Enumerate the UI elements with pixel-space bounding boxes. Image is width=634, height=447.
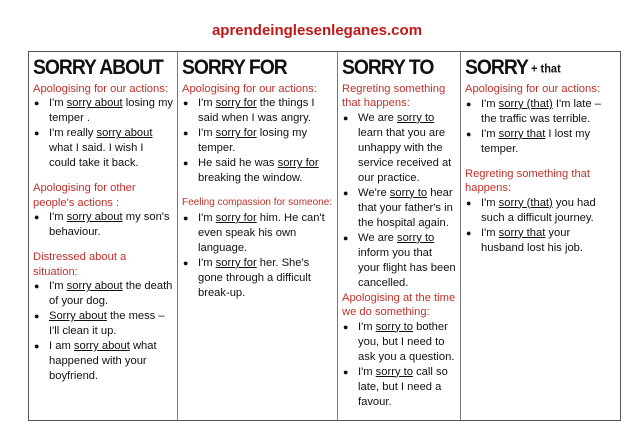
- example-list: [342, 320, 456, 410]
- list-item: ● We're sorry to hear that your father's in the hospital again.: [342, 186, 456, 231]
- key-phrase: sorry about: [66, 97, 123, 110]
- example-list: [465, 196, 616, 256]
- key-phrase: sorry about: [73, 340, 130, 353]
- group-title: Apologising for our actions:: [182, 83, 317, 95]
- column-heading: SORRY FOR: [182, 56, 287, 79]
- key-phrase: sorry (that): [498, 97, 553, 110]
- key-phrase: sorry to: [396, 111, 435, 124]
- list-item: ● Sorry about the mess – I'll clean it up.: [33, 309, 173, 339]
- example-list: [33, 96, 173, 171]
- key-phrase: sorry for: [215, 256, 257, 269]
- key-phrase: sorry about: [66, 280, 123, 293]
- group-title: Feeling compassion for someone:: [182, 197, 333, 209]
- column-sorry-about: [29, 52, 178, 420]
- key-phrase: sorry for: [277, 157, 319, 170]
- list-item: ● I'm sorry (that) you had such a difficult journey.: [465, 196, 616, 226]
- example-list: [182, 211, 333, 301]
- column-heading: SORRY ABOUT: [33, 56, 163, 79]
- column-sorry-that: [461, 52, 620, 420]
- key-phrase: sorry (that): [498, 196, 553, 209]
- column-heading: SORRY + that: [465, 56, 561, 79]
- list-item: ● I'm sorry for the things I said when I was angry.: [182, 96, 333, 126]
- list-item: ● I'm sorry (that) I'm late – the traffic was terrible.: [465, 97, 616, 127]
- key-phrase: sorry that: [498, 127, 546, 140]
- key-phrase: sorry to: [396, 231, 435, 244]
- key-phrase: sorry that: [498, 226, 546, 239]
- group-title: Apologising at the time we do something:: [342, 291, 456, 319]
- list-item: ● I'm sorry to bother you, but I need to ask you a question.: [342, 320, 456, 365]
- key-phrase: sorry for: [215, 97, 257, 110]
- key-phrase: sorry for: [215, 211, 257, 224]
- list-item: ● I'm sorry that I lost my temper.: [465, 127, 616, 157]
- key-phrase: sorry to: [389, 186, 428, 199]
- key-phrase: sorry about: [66, 211, 123, 224]
- list-item: ● I'm sorry about losing my temper .: [33, 96, 173, 126]
- list-item: ● I'm sorry that your husband lost his job.: [465, 226, 616, 256]
- list-item: ● I'm really sorry about what I said. I wish I could take it back.: [33, 126, 173, 171]
- column-sorry-to: [338, 52, 461, 420]
- group-title: Apologising for other people's actions :: [33, 182, 136, 209]
- example-list: [342, 111, 456, 291]
- example-list: [465, 97, 616, 157]
- group-title: Regreting something that happens:: [465, 167, 591, 195]
- list-item: ● I'm sorry for her. She's gone through a difficult break-up.: [182, 256, 333, 301]
- list-item: ● We are sorry to inform you that your flight has been cancelled.: [342, 231, 456, 291]
- list-item: ● He said he was sorry for breaking the window.: [182, 156, 333, 186]
- example-list: [33, 210, 173, 240]
- list-item: ● We are sorry to learn that you are unhappy with the service received at our practice.: [342, 111, 456, 186]
- sorry-usage-table: [28, 51, 621, 421]
- list-item: ● I'm sorry about my son's behaviour.: [33, 210, 173, 240]
- list-item: ● I am sorry about what happened with your boyfriend.: [33, 339, 173, 384]
- key-phrase: sorry to: [375, 365, 413, 378]
- group-title: Apologising for our actions:: [33, 83, 168, 95]
- key-phrase: sorry about: [96, 127, 153, 140]
- key-phrase: Sorry about: [49, 310, 107, 323]
- example-list: [182, 96, 333, 186]
- list-item: ● I'm sorry for him. He can't even speak his own language.: [182, 211, 333, 256]
- group-title: Regreting something that happens:: [342, 83, 446, 110]
- heading-suffix: + that: [527, 61, 561, 76]
- column-sorry-for: [178, 52, 338, 420]
- key-phrase: sorry for: [215, 127, 257, 140]
- group-title: Distressed about a situation:: [33, 251, 127, 278]
- key-phrase: sorry to: [375, 320, 413, 333]
- site-title: aprendeinglesenleganes.com: [211, 22, 423, 39]
- column-heading: SORRY TO: [342, 56, 434, 79]
- list-item: ● I'm sorry about the death of your dog.: [33, 279, 173, 309]
- group-title: Apologising for our actions:: [465, 83, 600, 96]
- example-list: [33, 279, 173, 384]
- list-item: ● I'm sorry for losing my temper.: [182, 126, 333, 156]
- list-item: ● I'm sorry to call so late, but I need a favour.: [342, 365, 456, 410]
